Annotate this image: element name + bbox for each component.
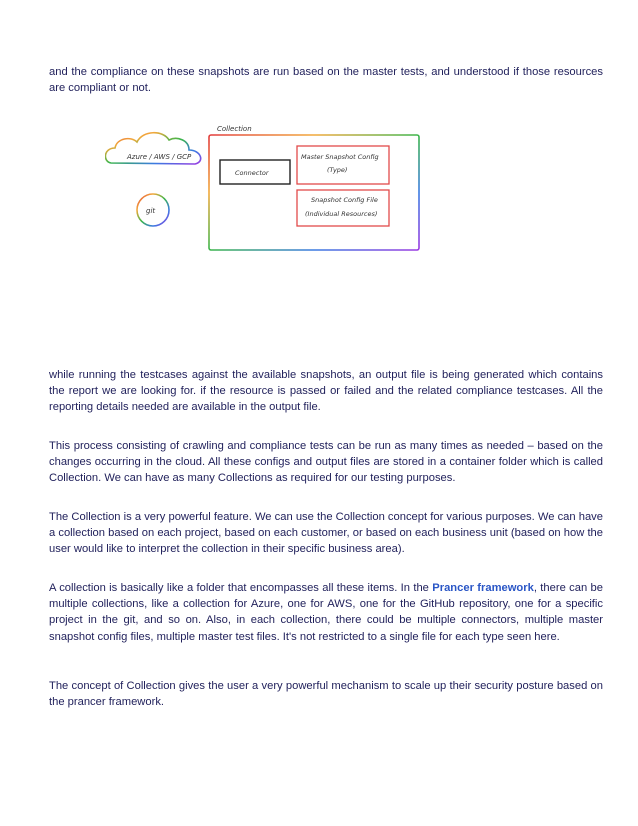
master-snapshot-config-box (297, 146, 389, 184)
prancer-framework-link[interactable]: Prancer framework (432, 582, 534, 594)
p5-text-after: , there can be multiple collections, like a collection for Azure, one for AWS, one for the GitHub repository, one for a specific project in the git, and so on. Also, in each collection, there could be multiple connectors, multiple master snapshot config files, multiple master test files. It's not restricted to a single file for each type seen here. (49, 582, 603, 643)
paragraph-output-file: while running the testcases against the available snapshots, an output file is being generated which contains the report we are looking for. if the resource is passed or failed and the related compliance testcases. All the reporting details needed are available in the output file. (49, 369, 603, 414)
paragraph-compliance-intro: and the compliance on these snapshots are run based on the master tests, and understood if those resources are compliant or not. (49, 66, 603, 95)
snapshot-config-label-2: (Individual Resources) (305, 210, 378, 218)
paragraph-collection-process: This process consisting of crawling and compliance tests can be run as many times as needed – based on the changes occurring in the cloud. All these configs and output files are stored in a container folder which is called Collection. We can have as many Collections as required for our testing purposes. (49, 440, 603, 485)
p5-text-before: A collection is basically like a folder that encompasses all these items. In the (49, 582, 433, 594)
collection-diagram (105, 118, 425, 283)
paragraph-collection-folder (49, 580, 603, 645)
cloud-label: Azure / AWS / GCP (127, 153, 192, 161)
master-snapshot-label-1: Master Snapshot Config (301, 153, 379, 161)
master-snapshot-label-2: (Type) (327, 166, 348, 174)
paragraph-collection-feature: The Collection is a very powerful feature. We can use the Collection concept for various purposes. We can have a collection based on each project, based on each customer, or based on each business unit (based on how the user would like to interpret the collection in their specific business area). (49, 511, 603, 556)
git-label: git (146, 207, 156, 215)
connector-label: Connector (235, 169, 269, 177)
snapshot-config-label-1: Snapshot Config File (311, 196, 378, 204)
collection-label: Collection (217, 125, 252, 133)
paragraph-collection-scale: The concept of Collection gives the user a very powerful mechanism to scale up their security posture based on the prancer framework. (49, 680, 603, 709)
